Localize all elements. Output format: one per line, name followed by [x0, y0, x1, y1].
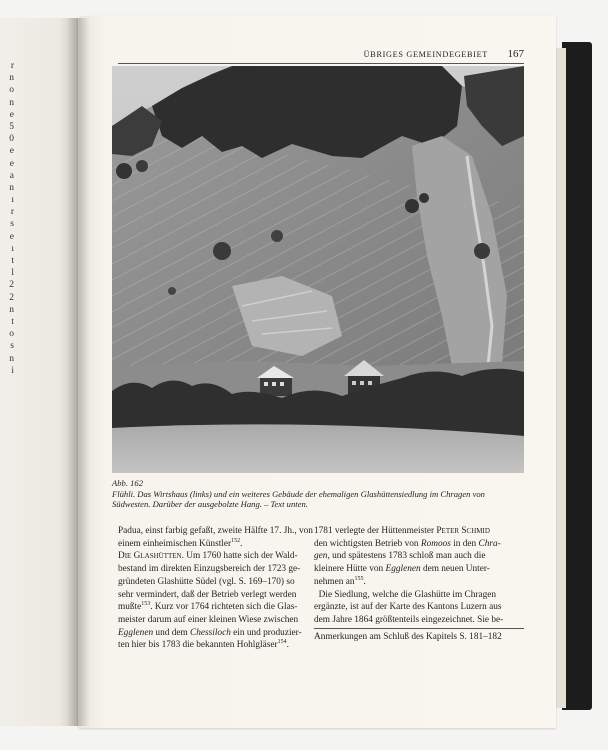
footnote-ref[interactable]: 152	[231, 537, 241, 544]
figure-caption	[112, 478, 524, 510]
running-head-title: ÜBRIGES GEMEINDEGEBIET	[363, 50, 488, 59]
text-line: gründeten Glashütte Südel (vgl. S. 169–170) so	[118, 576, 295, 587]
text-line: 1781 verlegte der Hüttenmeister Peter Schmid	[314, 526, 490, 536]
body-column-left	[118, 525, 318, 652]
page-number: 167	[507, 48, 524, 60]
notes-rule	[314, 628, 524, 629]
text-line: Die Glashütten. Um 1760 hatte sich der Wald-	[118, 551, 298, 562]
text-line: nehmen $an^{155}$.	[314, 575, 366, 587]
text-line: mußte$^{153}$. Kurz vor 1764 richteten sich die Glas-	[118, 601, 298, 613]
text-line: meister darum auf einer kleinen Wiese zwischen	[118, 614, 299, 625]
text-line: Die Siedlung, welche die Glashütte im Chragen	[318, 589, 497, 600]
text-line: bestand im direkten Einzugsbereich der 1723 ge-	[118, 564, 301, 575]
footnote-ref[interactable]: 154	[277, 639, 287, 646]
body-column-right	[314, 525, 524, 643]
footnote-ref[interactable]: 155	[354, 575, 364, 582]
landscape-photo	[112, 66, 524, 473]
text-line: dem Jahre 1864 größtenteils eingezeichnet. Sie be-	[314, 614, 504, 625]
text-line: den wichtigsten Betrieb von Romoos in den Chra-	[314, 538, 501, 549]
text-line: ergänzte, ist auf der Karte des Kantons Luzern aus	[314, 602, 502, 613]
running-head	[118, 48, 524, 62]
text-line: Egglenen und dem Chessiloch ein und produzier-	[118, 627, 302, 638]
text-line: gen, und spätestens 1783 schloß man auch die	[314, 551, 486, 562]
text-line: sehr vermindert, daß der Betrieb verlegt werden	[118, 589, 297, 600]
left-page-text-fragment: r n o n e 5 0 e e a n ı r s e ı t l 2 2 n t o s n i	[9, 61, 14, 376]
book-cover-edge	[562, 42, 592, 710]
section-heading: Die Glashütten.	[118, 551, 184, 562]
landscape-photo-drawing	[112, 66, 524, 473]
text-line: einem einheimischen Künstler$^{152}$.	[118, 537, 243, 549]
text-line: ten hier bis 1783 die bekannten Hohlgläser$^{154}$.	[118, 639, 289, 651]
header-rule	[118, 63, 524, 64]
caption-line: Südwesten. Darüber der ausgebolzte Hang. – Text unten.	[112, 499, 308, 510]
footnote-ref[interactable]: 153	[141, 601, 151, 608]
text-line: Padua, einst farbig gefaßt, zweite Hälfte 17. Jh., von	[118, 526, 313, 536]
gutter-shadow	[66, 18, 90, 726]
notes-reference: Anmerkungen am Schluß des Kapitels S. 181–182	[314, 631, 502, 642]
figure-label: Abb. 162	[112, 478, 144, 488]
text-line: kleinere Hütte von Egglenen dem neuen Unter-	[314, 564, 490, 575]
caption-line: Flühli. Das Wirtshaus (links) und ein weiteres Gebäude der ehemaligen Glashüttensiedlung im Chragen von	[112, 488, 485, 499]
